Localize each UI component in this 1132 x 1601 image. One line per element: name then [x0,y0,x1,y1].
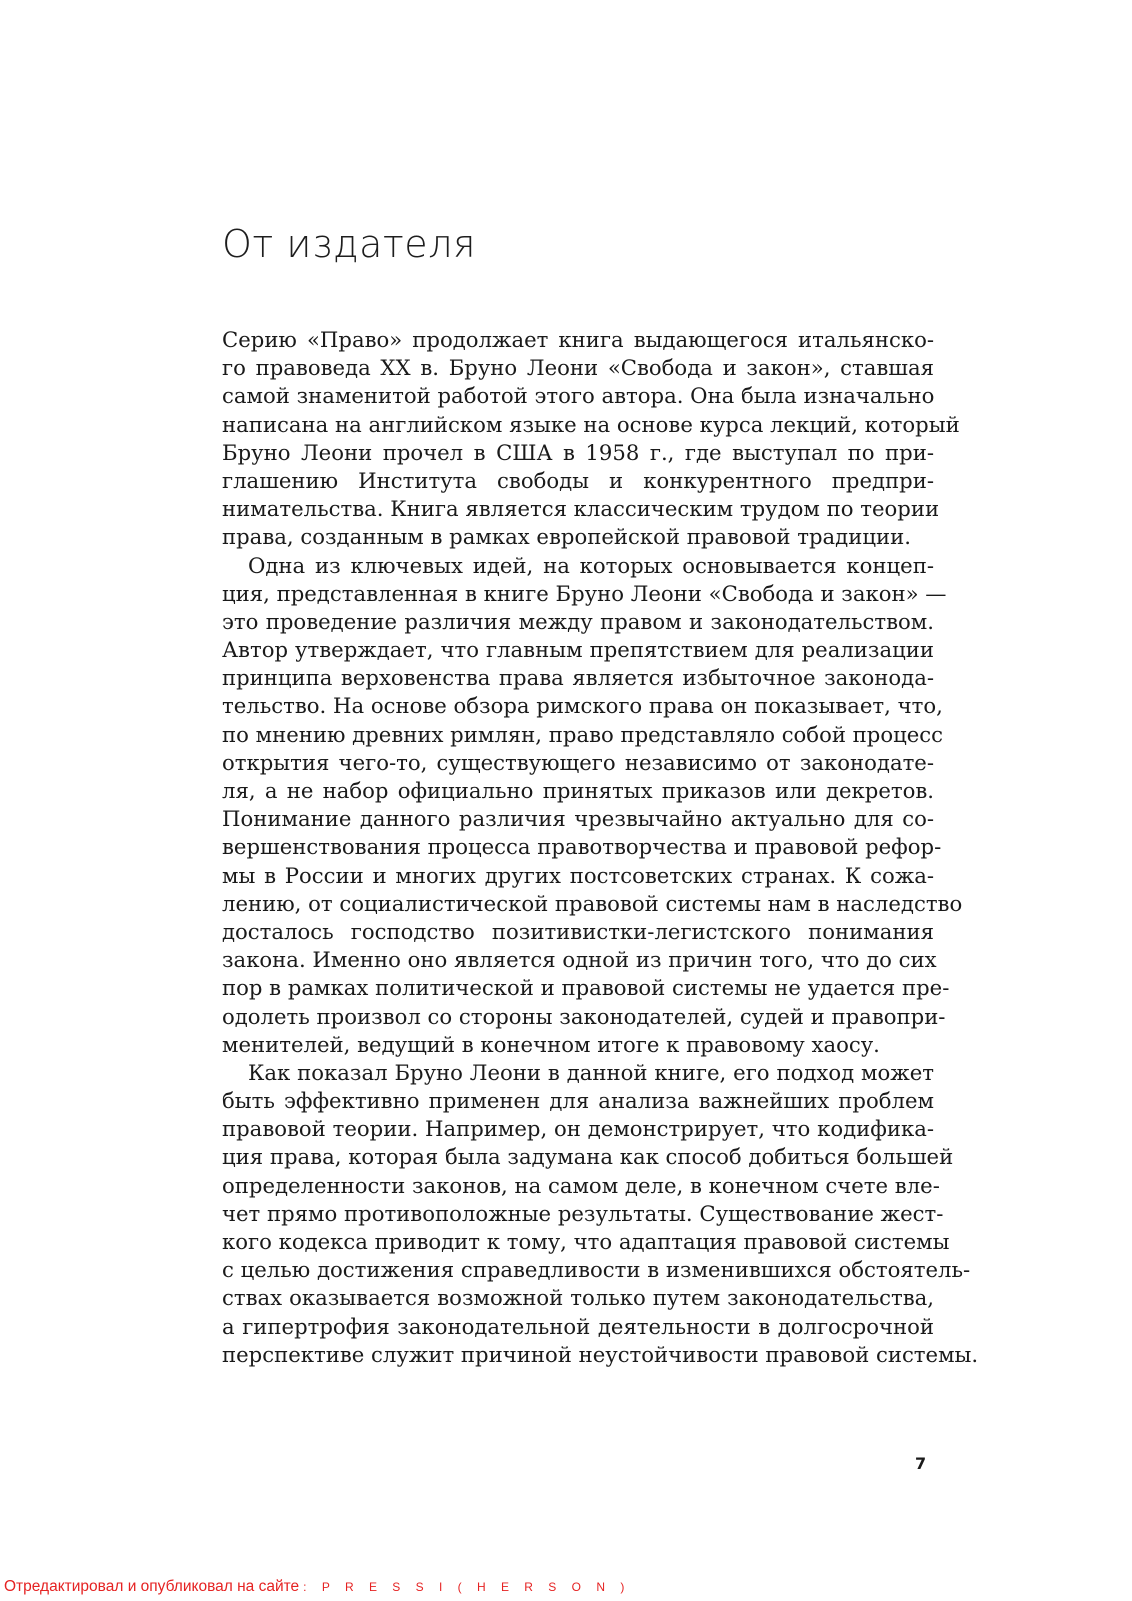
text-line: а гипертрофия законодательной деятельности в долгосрочной [222,1313,934,1339]
text-line: написана на английском языке на основе курса лекций, который [222,411,960,437]
text-line: Одна из ключевых идей, на которых основывается концеп- [248,552,934,578]
text-line: ция права, которая была задумана как способ добиться большей [222,1144,954,1170]
text-line: перспективе служит причиной неустойчивости правовой системы. [222,1341,979,1367]
text-line: Бруно Леони прочел в США в 1958 г., где выступал по при- [222,439,934,465]
text-line: принципа верховенства права является избыточное законода- [222,665,934,691]
paragraph [222,326,960,552]
text-line: с целью достижения справедливости в изменившихся обстоятель- [222,1257,971,1283]
text-line: определенности законов, на самом деле, в конечном счете вле- [222,1172,940,1198]
text-line: кого кодекса приводит к тому, что адаптация правовой системы [222,1229,950,1254]
text-line: правовой теории. Например, он демонстрирует, что кодифика- [222,1116,934,1142]
text-line: Автор утверждает, что главным препятствием для реализации [222,637,934,663]
footer-watermark [4,1578,630,1596]
text-line: тельство. На основе обзора римского права он показывает, что, [222,693,943,719]
text-line: мы в России и многих других постсоветских странах. К сожа- [222,862,934,888]
text-line: это проведение различия между правом и законодательством. [222,608,934,634]
text-line: Понимание данного различия чрезвычайно актуально для со- [222,806,934,832]
text-line: Как показал Бруно Леони в данной книге, его подход может [248,1059,934,1085]
page-heading: От издателя [222,222,476,266]
text-line: быть эффективно применен для анализа важнейших проблем [222,1088,934,1114]
text-line: по мнению древних римлян, право представляло собой процесс [222,721,944,747]
text-line: вершенствования процесса правотворчества и правовой рефор- [222,834,942,860]
text-line: менителей, ведущий в конечном итоге к правовому хаосу. [222,1031,880,1057]
body-text [222,326,979,1369]
footer-site-name: : P R E S S I ( H E R S O N ) [303,1580,631,1594]
text-line: лению, от социалистической правовой системы нам в наследство [222,890,963,916]
paragraph [222,1059,979,1369]
text-line: Серию «Право» продолжает книга выдающегося итальянско- [222,327,934,352]
page-number: 7 [915,1454,927,1473]
text-line: одолеть произвол со стороны законодателей, судей и правопри- [222,1003,946,1029]
text-line: открытия чего-то, существующего независимо от законодате- [222,749,934,775]
text-line: самой знаменитой работой этого автора. Она была изначально [222,383,935,409]
text-line: глашению Института свободы и конкурентного предпри- [222,467,934,493]
text-line: пор в рамках политической и правовой системы не удается пре- [222,975,950,1001]
text-line: досталось господство позитивистки-легистского понимания [222,918,934,944]
text-line: нимательства. Книга является классическим трудом по теории [222,496,940,522]
text-line: ля, а не набор официально принятых приказов или декретов. [222,778,934,803]
paragraph [222,552,963,1059]
text-line: ция, представленная в книге Бруно Леони «Свобода и закон» — [222,580,947,606]
text-line: закона. Именно оно является одной из причин того, что до сих [222,947,937,973]
footer-text: Отредактировал и опубликовал на сайте [4,1578,300,1595]
text-line: чет прямо противоположные результаты. Существование жест- [222,1200,944,1226]
text-line: права, созданным в рамках европейской правовой традиции. [222,524,911,550]
text-line: ствах оказывается возможной только путем законодательства, [222,1285,934,1311]
text-line: го правоведа XX в. Бруно Леони «Свобода и закон», ставшая [222,355,934,381]
